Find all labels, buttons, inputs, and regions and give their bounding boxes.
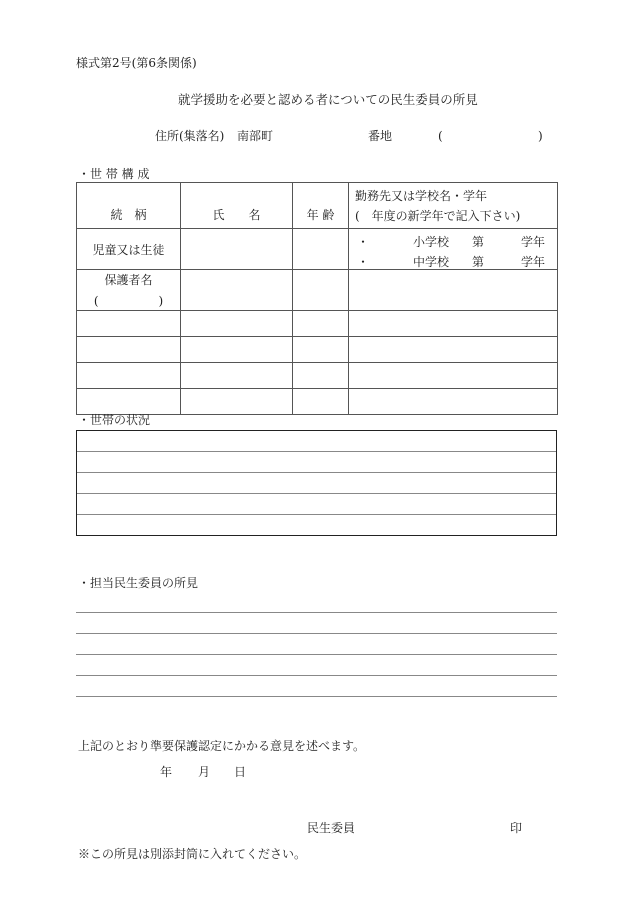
envelope-note: ※この所見は別添封筒に入れてください。: [78, 847, 307, 861]
household-header-row: [77, 183, 558, 229]
address-paren-close: ): [538, 129, 543, 143]
child-age-cell[interactable]: [293, 229, 349, 270]
guardian-paren: ( ): [93, 294, 164, 308]
guardian-work-cell[interactable]: [349, 270, 558, 311]
situation-section-label: ・世帯の状況: [78, 413, 151, 427]
child-row: [77, 229, 558, 270]
name-header: 氏 名: [181, 183, 293, 229]
opinion-line: [76, 675, 557, 676]
guardian-label: 保護者名: [104, 273, 153, 287]
situation-line: [77, 514, 556, 515]
signature-role: 民生委員: [307, 821, 356, 835]
date-month: 月: [198, 765, 211, 779]
seal-mark: 印: [510, 821, 523, 835]
opinion-line: [76, 612, 557, 613]
opinion-line: [76, 654, 557, 655]
opinion-line: [76, 696, 557, 697]
junior-high-school-label: 中学校: [413, 255, 450, 269]
address-banchi: 番地: [368, 129, 393, 143]
elementary-school-label: 小学校: [413, 235, 450, 249]
situation-line: [77, 451, 556, 452]
member-row: [77, 389, 558, 415]
guardian-name-cell[interactable]: [181, 270, 293, 311]
situation-box[interactable]: [76, 430, 557, 536]
member-row: [77, 311, 558, 337]
member-row: [77, 337, 558, 363]
junior-high-dai-label: 第: [472, 255, 485, 269]
relation-header: 続 柄: [77, 183, 181, 229]
guardian-row: [77, 270, 558, 311]
age-header: 年 齢: [293, 183, 349, 229]
date-day: 日: [234, 765, 247, 779]
opinion-line: [76, 633, 557, 634]
child-name-cell[interactable]: [181, 229, 293, 270]
elementary-grade-label: 学年: [521, 235, 546, 249]
elementary-school-row: [349, 229, 557, 249]
opinion-section-label: ・担当民生委員の所見: [78, 576, 199, 590]
situation-line: [77, 472, 556, 473]
form-reference: 様式第2号(第6条関係): [76, 56, 197, 70]
child-school-cell[interactable]: [349, 229, 558, 270]
date-year: 年: [160, 765, 173, 779]
school-header-line2: ( 年度の新学年で記入下さい): [355, 209, 521, 223]
address-town: 南部町: [237, 129, 274, 143]
household-section-label: ・世 帯 構 成: [78, 167, 150, 181]
guardian-age-cell[interactable]: [293, 270, 349, 311]
school-header: [349, 183, 558, 229]
junior-high-grade-label: 学年: [521, 255, 546, 269]
household-table: [76, 182, 558, 415]
guardian-cell[interactable]: [77, 270, 181, 311]
address-paren-open: (: [438, 129, 443, 143]
junior-high-bullet: ・: [357, 255, 370, 269]
statement-text: 上記のとおり準要保護認定にかかる意見を述べます。: [78, 739, 366, 753]
child-label[interactable]: 児童又は生徒: [77, 229, 181, 270]
elementary-bullet: ・: [357, 235, 370, 249]
member-row: [77, 363, 558, 389]
form-title: 就学援助を必要と認める者についての民生委員の所見: [178, 92, 478, 107]
elementary-dai-label: 第: [472, 235, 485, 249]
situation-line: [77, 493, 556, 494]
junior-high-school-row: [349, 249, 557, 269]
school-header-line1: 勤務先又は学校名・学年: [355, 189, 488, 203]
address-label: 住所(集落名): [155, 129, 225, 143]
